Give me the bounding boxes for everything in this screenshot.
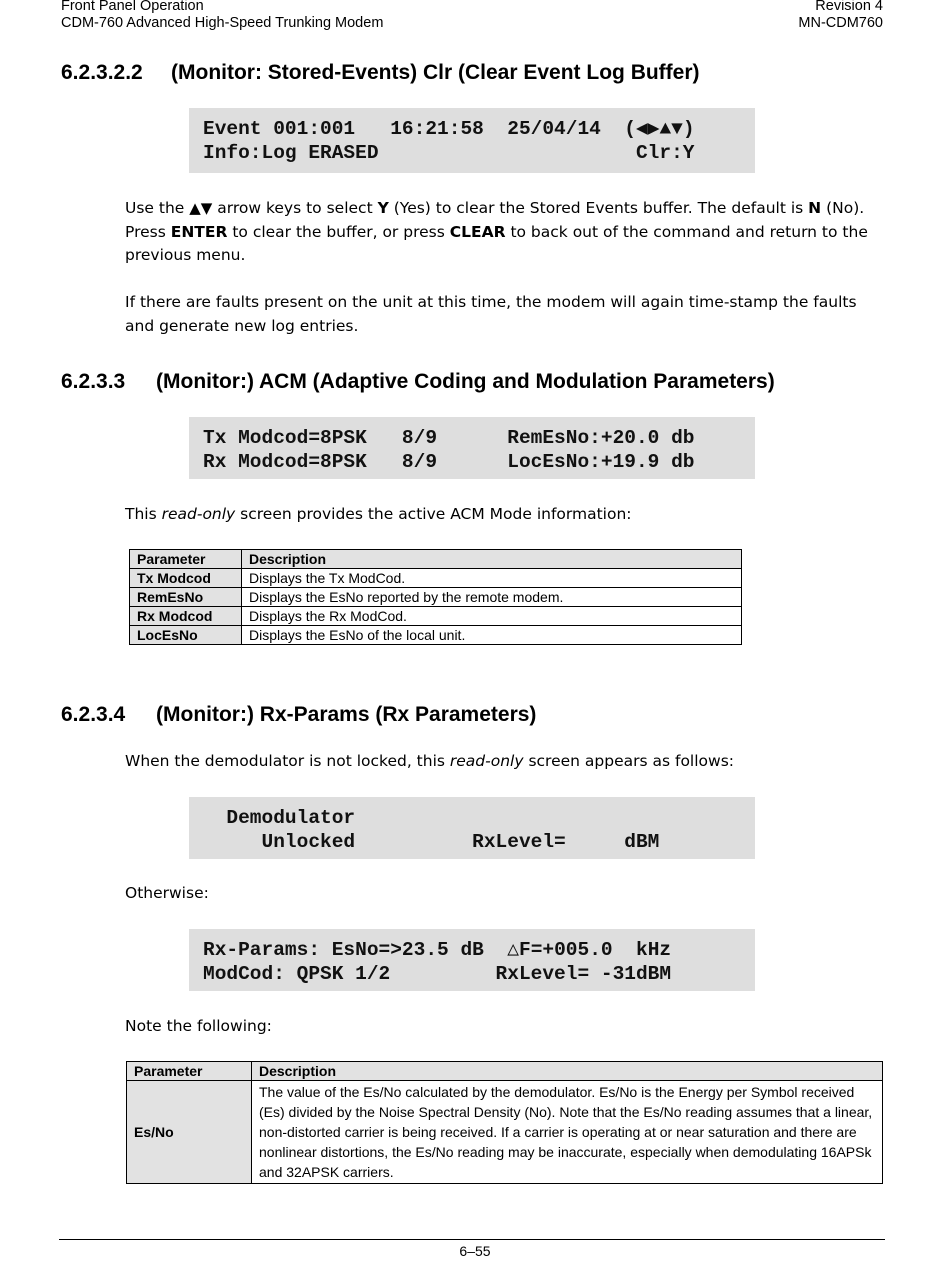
section-number: 6.2.3.2.2: [61, 61, 143, 84]
section-number: 6.2.3.3: [61, 370, 126, 393]
lcd-line-2: ModCod: QPSK 1/2 RxLevel= -31dBM: [203, 963, 672, 985]
table-row: [130, 588, 742, 607]
header-section-title: Front Panel Operation: [61, 0, 204, 14]
lcd-acm: [189, 417, 755, 479]
table-row: [130, 607, 742, 626]
lcd-line-1: Event 001:001 16:21:58 25/04/14 (◀▶▲▼): [203, 118, 695, 140]
section-number: 6.2.3.4: [61, 703, 126, 726]
parameter-cell: LocEsNo: [130, 626, 242, 645]
table-row: [127, 1081, 883, 1184]
paragraph-otherwise: Otherwise:: [125, 884, 209, 902]
page-number: 6–55: [459, 1243, 491, 1259]
description-cell: Displays the Rx ModCod.: [242, 607, 742, 626]
lcd-clear-event-log: [189, 108, 755, 173]
section-title: (Monitor:) ACM (Adaptive Coding and Modulation Parameters): [156, 370, 775, 393]
section-heading-rx-params: [61, 703, 536, 727]
acm-parameter-table: [129, 549, 742, 645]
column-header-parameter: Parameter: [130, 550, 242, 569]
parameter-cell: RemEsNo: [130, 588, 242, 607]
paragraph-clear-instructions: Use the ▲▼ arrow keys to select Y (Yes) to clear the Stored Events buffer. The default is N (No). Press ENTER to clear the buffer, or press CLEAR to back out of the command and return to the previous menu.: [125, 199, 868, 264]
section-heading-acm: [61, 370, 775, 394]
description-cell: Displays the EsNo of the local unit.: [242, 626, 742, 645]
description-cell: Displays the Tx ModCod.: [242, 569, 742, 588]
lcd-rx-params: [189, 929, 755, 991]
parameter-cell: Es/No: [127, 1081, 252, 1184]
up-down-arrow-icon: ▲▼: [189, 199, 213, 217]
page-header-right: [798, 0, 883, 32]
header-product-title: CDM-760 Advanced High-Speed Trunking Modem: [61, 15, 384, 31]
lcd-line-1: Tx Modcod=8PSK 8/9 RemEsNo:+20.0 db: [203, 427, 695, 449]
description-cell: Displays the EsNo reported by the remote modem.: [242, 588, 742, 607]
column-header-description: Description: [242, 550, 742, 569]
paragraph-faults-note: If there are faults present on the unit at this time, the modem will again time-stamp the faults and generate new log entries.: [125, 293, 857, 335]
table-header-row: [130, 550, 742, 569]
paragraph-unlocked-intro: When the demodulator is not locked, this read-only screen appears as follows:: [125, 752, 734, 770]
paragraph-acm-intro: This read-only screen provides the active ACM Mode information:: [125, 505, 632, 523]
parameter-cell: Tx Modcod: [130, 569, 242, 588]
column-header-description: Description: [252, 1062, 883, 1081]
table-row: [130, 626, 742, 645]
lcd-line-2: Rx Modcod=8PSK 8/9 LocEsNo:+19.9 db: [203, 451, 695, 473]
table-header-row: [127, 1062, 883, 1081]
table-row: [130, 569, 742, 588]
header-doc-number: MN-CDM760: [798, 15, 883, 31]
lcd-line-1: Demodulator: [203, 807, 356, 829]
section-title: (Monitor: Stored-Events) Clr (Clear Event Log Buffer): [171, 61, 700, 84]
column-header-parameter: Parameter: [127, 1062, 252, 1081]
parameter-cell: Rx Modcod: [130, 607, 242, 626]
section-title: (Monitor:) Rx-Params (Rx Parameters): [156, 703, 537, 726]
lcd-line-2: Info:Log ERASED Clr:Y: [203, 142, 695, 164]
lcd-line-1: Rx-Params: EsNo=>23.5 dB △F=+005.0 kHz: [203, 939, 672, 961]
footer-divider: [59, 1239, 885, 1240]
description-cell: The value of the Es/No calculated by the demodulator. Es/No is the Energy per Symbol received (Es) divided by the Noise Spectral Density (No). Note that the Es/No reading assumes that a linear, non-distorted carrier is being received. If a carrier is operating at or near saturation and there are nonlinear distortions, the Es/No reading may be inaccurate, especially when demodulating 16APSk and 32APSK carriers.: [252, 1081, 883, 1184]
header-revision: Revision 4: [815, 0, 883, 14]
section-heading-clear-event-log: [61, 61, 700, 85]
paragraph-note-following: Note the following:: [125, 1017, 272, 1035]
lcd-line-2: Unlocked RxLevel= dBM: [203, 831, 660, 853]
lcd-demod-unlocked: [189, 797, 755, 859]
page-header-left: [61, 0, 383, 32]
rx-params-parameter-table: [126, 1061, 883, 1184]
